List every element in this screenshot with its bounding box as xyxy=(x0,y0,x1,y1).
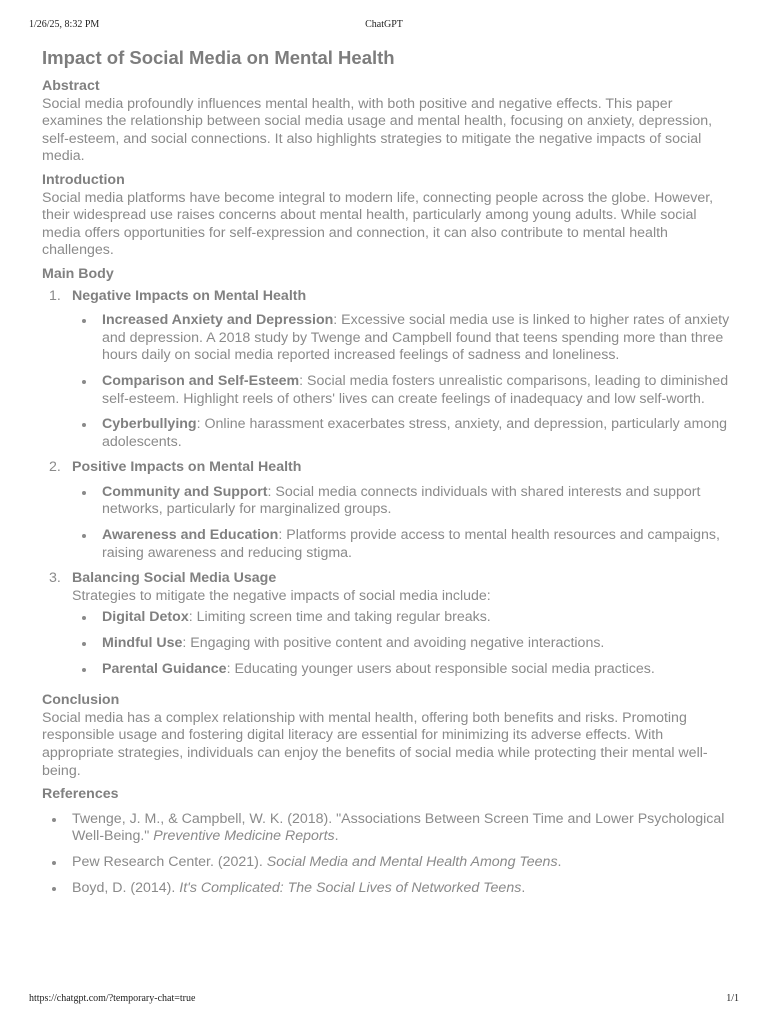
section-title: Positive Impacts on Mental Health xyxy=(72,459,302,476)
bullet-term: Mindful Use xyxy=(102,635,183,652)
bullet-list xyxy=(72,312,732,451)
bullet-term: Cyberbullying xyxy=(102,416,197,433)
bullet-text: : Engaging with positive content and avoiding negative interactions. xyxy=(182,635,605,652)
reference-tail: . xyxy=(557,853,562,870)
bullet-term: Increased Anxiety and Depression xyxy=(102,312,334,329)
introduction-section xyxy=(42,172,732,260)
bullet-item xyxy=(72,312,732,365)
bullet-item xyxy=(72,527,732,562)
reference-item xyxy=(42,854,732,872)
main-section-item xyxy=(42,570,732,678)
bullet-list xyxy=(72,609,732,678)
bullet-term: Parental Guidance xyxy=(102,660,227,677)
abstract-section xyxy=(42,78,732,166)
bullet-term: Awareness and Education xyxy=(102,527,279,544)
section-title: Negative Impacts on Mental Health xyxy=(72,287,307,304)
bullet-text: : Limiting screen time and taking regular breaks. xyxy=(188,609,491,626)
bullet-text: : Social media fosters unrealistic comparisons, leading to diminished self-esteem. Highlight reels of others' lives can create feelings of inadequacy and low self-worth. xyxy=(102,372,729,407)
bullet-text: : Online harassment exacerbates stress, anxiety, and depression, particularly among adolescents. xyxy=(102,416,728,450)
references-section xyxy=(42,786,732,897)
main-body-section xyxy=(42,266,732,678)
abstract-heading: Abstract xyxy=(42,78,100,94)
bullet-item xyxy=(72,484,732,519)
introduction-text: Social media platforms have become integral to modern life, connecting people across the globe. However, their widespread use raises concerns about mental health, particularly among young adults. While social media offers opportunities for self-expression and connection, it can also contribute to mental health challenges. xyxy=(42,189,714,259)
introduction-heading: Introduction xyxy=(42,171,125,188)
print-datetime: 1/26/25, 8:32 PM xyxy=(29,19,100,30)
reference-title: Social Media and Mental Health Among Teens xyxy=(266,853,558,870)
main-body-list xyxy=(42,288,732,679)
main-section-item xyxy=(42,288,732,452)
print-page-number: 1/1 xyxy=(726,993,739,1004)
bullet-term: Digital Detox xyxy=(102,609,189,626)
reference-text: Boyd, D. (2014). xyxy=(72,879,180,896)
bullet-item xyxy=(72,635,732,653)
conclusion-section xyxy=(42,692,732,780)
reference-title: It's Complicated: The Social Lives of Networked Teens xyxy=(179,879,522,896)
conclusion-text: Social media has a complex relationship with mental health, offering both benefits and risks. Promoting responsible usage and fostering digital literacy are essential for minimizing its adverse effects. With appropriate strategies, individuals can enjoy the benefits of social media while protecting their mental well-being. xyxy=(42,709,708,779)
references-heading: References xyxy=(42,786,119,803)
bullet-term: Comparison and Self-Esteem xyxy=(102,372,300,389)
section-number: 3. xyxy=(49,570,61,587)
reference-tail: . xyxy=(521,879,526,896)
main-body-heading: Main Body xyxy=(42,265,114,282)
main-section-item xyxy=(42,459,732,562)
reference-title: Preventive Medicine Reports xyxy=(153,828,335,845)
bullet-text: : Educating younger users about responsible social media practices. xyxy=(226,660,655,677)
bullet-text: : Excessive social media use is linked to higher rates of anxiety and depression. A 2018 study by Twenge and Campbell found that teens spending more than three hours daily on social media reported increased feelings of sadness and loneliness. xyxy=(102,312,730,364)
document-body xyxy=(42,47,732,905)
bullet-term: Community and Support xyxy=(102,483,268,500)
reference-text: Twenge, J. M., & Campbell, W. K. (2018). "Associations Between Screen Time and Lower Psychological Well-Being." xyxy=(72,810,725,845)
bullet-text: : Platforms provide access to mental health resources and campaigns, raising awareness and reducing stigma. xyxy=(102,527,720,561)
bullet-item xyxy=(72,609,732,627)
print-page-title: ChatGPT xyxy=(365,19,403,30)
reference-tail: . xyxy=(334,828,339,845)
reference-item xyxy=(42,811,732,846)
section-intro: Strategies to mitigate the negative impacts of social media include: xyxy=(72,587,491,604)
print-url: https://chatgpt.com/?temporary-chat=true xyxy=(29,993,196,1004)
reference-text: Pew Research Center. (2021). xyxy=(72,853,267,870)
section-number: 2. xyxy=(49,459,61,476)
conclusion-heading: Conclusion xyxy=(42,692,120,709)
bullet-list xyxy=(72,484,732,562)
bullet-text: : Social media connects individuals with shared interests and support networks, particularly for marginalized groups. xyxy=(102,483,701,518)
references-list xyxy=(42,811,732,897)
bullet-item xyxy=(72,661,732,679)
bullet-item xyxy=(72,373,732,408)
document-title: Impact of Social Media on Mental Health xyxy=(42,47,395,68)
section-number: 1. xyxy=(49,287,61,304)
abstract-text: Social media profoundly influences mental health, with both positive and negative effects. This paper examines the relationship between social media usage and mental health, focusing on anxiety, depression, self-esteem, and social connections. It also highlights strategies to mitigate the negative impacts of social media. xyxy=(42,95,713,165)
reference-item xyxy=(42,880,732,898)
bullet-item xyxy=(72,416,732,451)
section-title: Balancing Social Media Usage xyxy=(72,570,277,587)
